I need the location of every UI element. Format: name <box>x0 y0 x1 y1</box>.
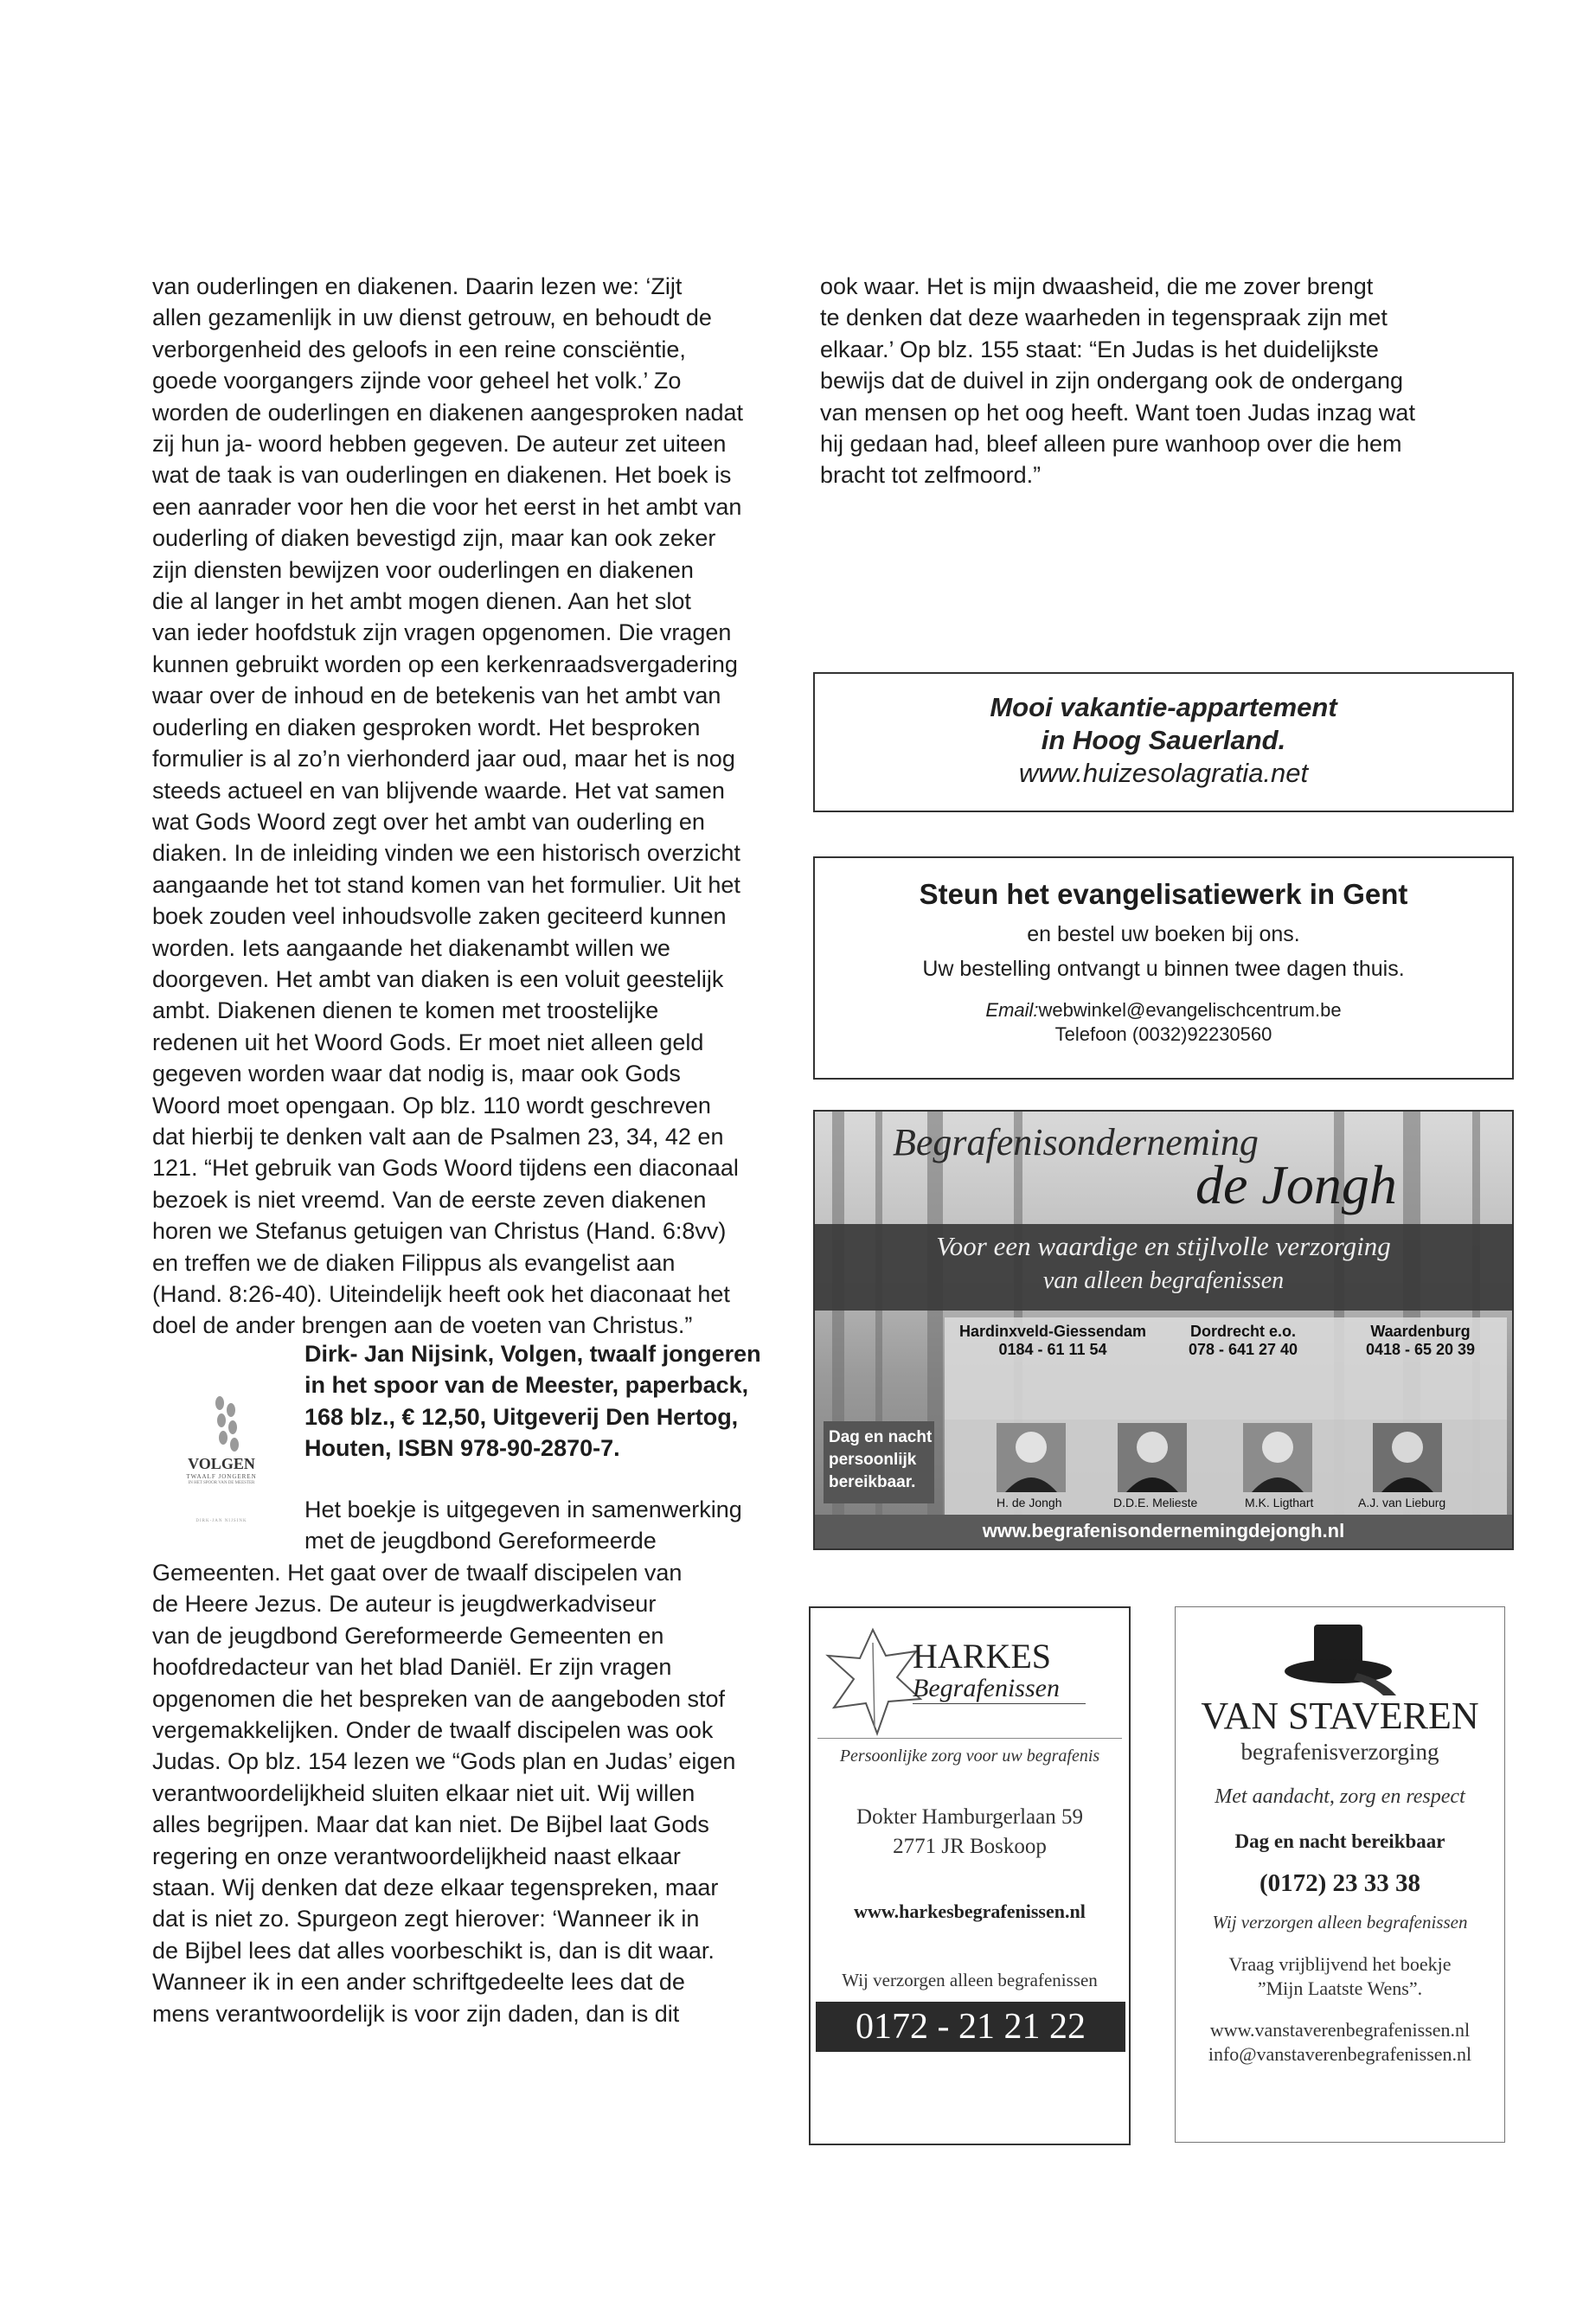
ad-jongh-location <box>1170 1323 1317 1359</box>
ad-harkes-note: Wij verzorgen alleen begrafenissen <box>842 1970 1098 1990</box>
ad-vanstaveren-booklet1: Vraag vrijblijvend het boekje <box>1228 1953 1452 1975</box>
ad-jongh-location <box>953 1323 1152 1359</box>
ad-jongh-location-phone: 0418 - 65 20 39 <box>1365 1341 1476 1358</box>
ad-harkes-sub: Begrafenissen <box>913 1674 1086 1704</box>
ad-harkes-begrafenissen <box>809 1606 1131 2145</box>
ad-vakantie-line2: in Hoog Sauerland. <box>1041 725 1286 755</box>
ad-jongh-location <box>1343 1323 1498 1359</box>
ad-harkes-divider <box>817 1738 1122 1739</box>
ad-harkes-name: HARKES <box>913 1637 1052 1676</box>
ad-gent-heading: Steun het evangelisatiewerk in Gent <box>919 878 1408 910</box>
ad-vanstaveren-slogan: Met aandacht, zorg en respect <box>1215 1785 1465 1808</box>
ad-vanstaveren-phone: (0172) 23 33 38 <box>1259 1869 1421 1897</box>
ad-harkes-address2: 2771 JR Boskoop <box>893 1835 1047 1858</box>
ad-harkes-phone: 0172 - 21 21 22 <box>856 2007 1086 2047</box>
ad-vanstaveren-name: VAN STAVEREN <box>1201 1695 1479 1737</box>
ad-vakantie-line1: Mooi vakantie-appartement <box>990 692 1337 722</box>
ad-evangelisatie-gent <box>813 856 1514 1080</box>
ad-vanstaveren-availability: Dag en nacht bereikbaar <box>1234 1830 1445 1852</box>
ad-jongh-person: H. de Jongh <box>997 1496 1062 1509</box>
ad-gent-line2: Uw bestelling ontvangt u binnen twee dagen thuis. <box>922 957 1405 981</box>
ad-jongh-location-phone: 078 - 641 27 40 <box>1188 1341 1298 1358</box>
top-hat-icon <box>1279 1619 1401 1697</box>
ad-gent-email-label: Email: <box>985 999 1039 1021</box>
book-cover-subtitle: TWAALF JONGEREN <box>186 1473 257 1480</box>
ad-jongh-title1: Begrafenisonderneming <box>893 1121 1259 1163</box>
ad-vanstaveren-sub: begrafenisverzorging <box>1240 1739 1439 1765</box>
ad-jongh-person: A.J. van Lieburg <box>1358 1496 1446 1509</box>
ad-jongh-person: M.K. Ligthart <box>1245 1496 1314 1509</box>
ad-vanstaveren-note: Wij verzorgen alleen begrafenissen <box>1212 1912 1468 1932</box>
article-right-text: ook waar. Het is mijn dwaasheid, die me zover brengt te denken dat deze waarheden in tegenspraak zijn met elkaar.’ Op blz. 155 staat: “En Judas is het duidelijkste bewijs dat de duivel in zijn ondergang ook de ondergang van mensen op het oog heeft. Want toen Judas inzag wat hij gedaan had, bleef alleen pure wanhoop over die hem bracht tot zelfmoord.” <box>820 273 1415 489</box>
book-cover-author: DIRK-JAN NIJSINK <box>195 1519 247 1523</box>
ad-vanstaveren-website[interactable]: www.vanstaverenbegrafenissen.nl <box>1209 2019 1471 2041</box>
book-cover-image <box>170 1384 273 1531</box>
ad-gent-email-line <box>815 998 1512 1022</box>
ad-gent-phone: Telefoon (0032)92230560 <box>1054 1023 1272 1045</box>
ad-van-staveren <box>1175 1606 1505 2143</box>
ad-vanstaveren-email[interactable]: info@vanstaverenbegrafenissen.nl <box>1208 2043 1472 2065</box>
ad-harkes-address1: Dokter Hamburgerlaan 59 <box>856 1805 1083 1829</box>
ad-gent-line1: en bestel uw boeken bij ons. <box>1027 922 1300 946</box>
article-left-column <box>152 271 775 1342</box>
article-left-text: van ouderlingen en diakenen. Daarin lezen we: ‘Zijt allen gezamenlijk in uw dienst getrouw, en behoudt de verborgenheid des geloofs in een reine consciëntie, goede voorgangers zijnde voor geheel het volk.’ Zo worden de ouderlingen en diakenen aangesproken nadat zij hun ja- woord hebben gegeven. De auteur zet uiteen wat de taak is van ouderlingen en diakenen. Het boek is een aanrader voor hen die voor het eerst in het ambt van ouderling of diaken bevestigd zijn, maar kan ook zeker zijn diensten bewijzen voor ouderlingen en diakenen die al langer in het ambt mogen dienen. Aan het slot van ieder hoofdstuk zijn vragen opgenomen. Die vragen kunnen gebruikt worden op een kerkenraadsvergadering waar over de inhoud en de betekenis van het ambt van ouderling en diaken gesproken wordt. Het besproken formulier is al zo’n vierhonderd jaar oud, maar het is nog steeds actueel en van blijvende waarde. Het vat samen wat Gods Woord zegt over het ambt van ouderling en diaken. In de inleiding vinden we een historisch overzicht aangaande het tot stand komen van het formulier. Uit het boek zouden veel inhoudsvolle zaken geciteerd kunnen worden. Iets aangaande het diakenambt willen we doorgeven. Het ambt van diaken is een voluit geestelijk ambt. Diakenen dienen te komen met troostelijke redenen uit het Woord Gods. Er moet niet alleen geld gegeven worden waar dat nodig is, maar ook Gods Woord moet opengaan. Op blz. 110 wordt geschreven dat hierbij te denken valt aan de Psalmen 23, 34, 42 en 121. “Het gebruik van Gods Woord tijdens een diaconaal bezoek is niet vreemd. Van de eerste zeven diakenen horen we Stefanus getuigen van Christus (Hand. 6:8vv) en treffen we de diaken Filippus als evangelist aan (Hand. 8:26-40). Uiteindelijk heeft ook het diaconaat het doel de ander brengen aan de voeten van Christus.” <box>152 273 744 1339</box>
ad-vakantie-url[interactable]: www.huizesolagratia.net <box>1018 758 1309 788</box>
ad-jongh-location-name: Hardinxveld-Giessendam <box>958 1323 1147 1340</box>
ad-jongh-person: D.D.E. Melieste <box>1113 1496 1198 1509</box>
ad-jongh-location-name: Waardenburg <box>1370 1323 1471 1340</box>
article-right-column <box>820 271 1452 491</box>
ad-jongh-tagline2: van alleen begrafenissen <box>1042 1267 1285 1294</box>
ad-harkes-slogan: Persoonlijke zorg voor uw begrafenis <box>839 1747 1100 1766</box>
ad-harkes-website[interactable]: www.harkesbegrafenissen.nl <box>854 1900 1086 1922</box>
leaf-logo-icon <box>821 1625 925 1738</box>
ad-jongh-availability: Dag en nacht persoonlijk bereikbaar. <box>829 1428 933 1491</box>
ad-vanstaveren-booklet2: ”Mijn Laatste Wens”. <box>1257 1977 1423 1999</box>
ad-begrafenisonderneming-de-jongh <box>813 1110 1514 1550</box>
ad-vakantie-appartement <box>813 672 1514 812</box>
ad-jongh-tagline1: Voor een waardige en stijlvolle verzorging <box>936 1231 1391 1261</box>
ad-jongh-website[interactable]: www.begrafenisondernemingdejongh.nl <box>982 1520 1345 1541</box>
book-cover-tagline: IN HET SPOOR VAN DE MEESTER <box>188 1481 255 1485</box>
book-review-text: Gemeenten. Het gaat over de twaalf discipelen van de Heere Jezus. De auteur is jeugdwerkadviseur van de jeugdbond Gereformeerde Gemeenten en hoofdredacteur van het blad Daniël. Er zijn vragen opgenomen die het bespreken van de aangeboden stof vergemakkelijken. Onder de twaalf discipelen was ook Judas. Op blz. 154 lezen we “Gods plan en Judas’ eigen verantwoordelijkheid sluiten elkaar niet uit. Wij willen alles begrijpen. Maar dat kan niet. De Bijbel laat Gods regering en onze verantwoordelijkheid naast elkaar staan. Wij denken dat deze elkaar tegenspreken, maar dat is niet zo. Spurgeon zegt hierover: ‘Wanneer ik in de Bijbel lees dat alles voorbeschikt is, dan is dit waar. Wanneer ik in een ander schriftgedeelte lees dat de mens verantwoordelijk is voor zijn daden, dan is dit <box>152 1560 736 2027</box>
ad-jongh-location-phone: 0184 - 61 11 54 <box>998 1341 1107 1358</box>
ad-gent-email[interactable]: webwinkel@evangelischcentrum.be <box>1038 999 1342 1021</box>
book-reference: Dirk- Jan Nijsink, Volgen, twaalf jongeren in het spoor van de Meester, paperback, 168 blz., € 12,50, Uitgeverij Den Hertog, Houten, ISBN 978-90-2870-7. <box>304 1341 761 1462</box>
ad-jongh-title2: de Jongh <box>1195 1154 1397 1215</box>
ad-jongh-location-name: Dordrecht e.o. <box>1189 1323 1297 1340</box>
book-cover-title: VOLGEN <box>188 1455 255 1472</box>
book-review-intro: Het boekje is uitgegeven in samenwerking met de jeugdbond Gereformeerde <box>304 1497 742 1554</box>
